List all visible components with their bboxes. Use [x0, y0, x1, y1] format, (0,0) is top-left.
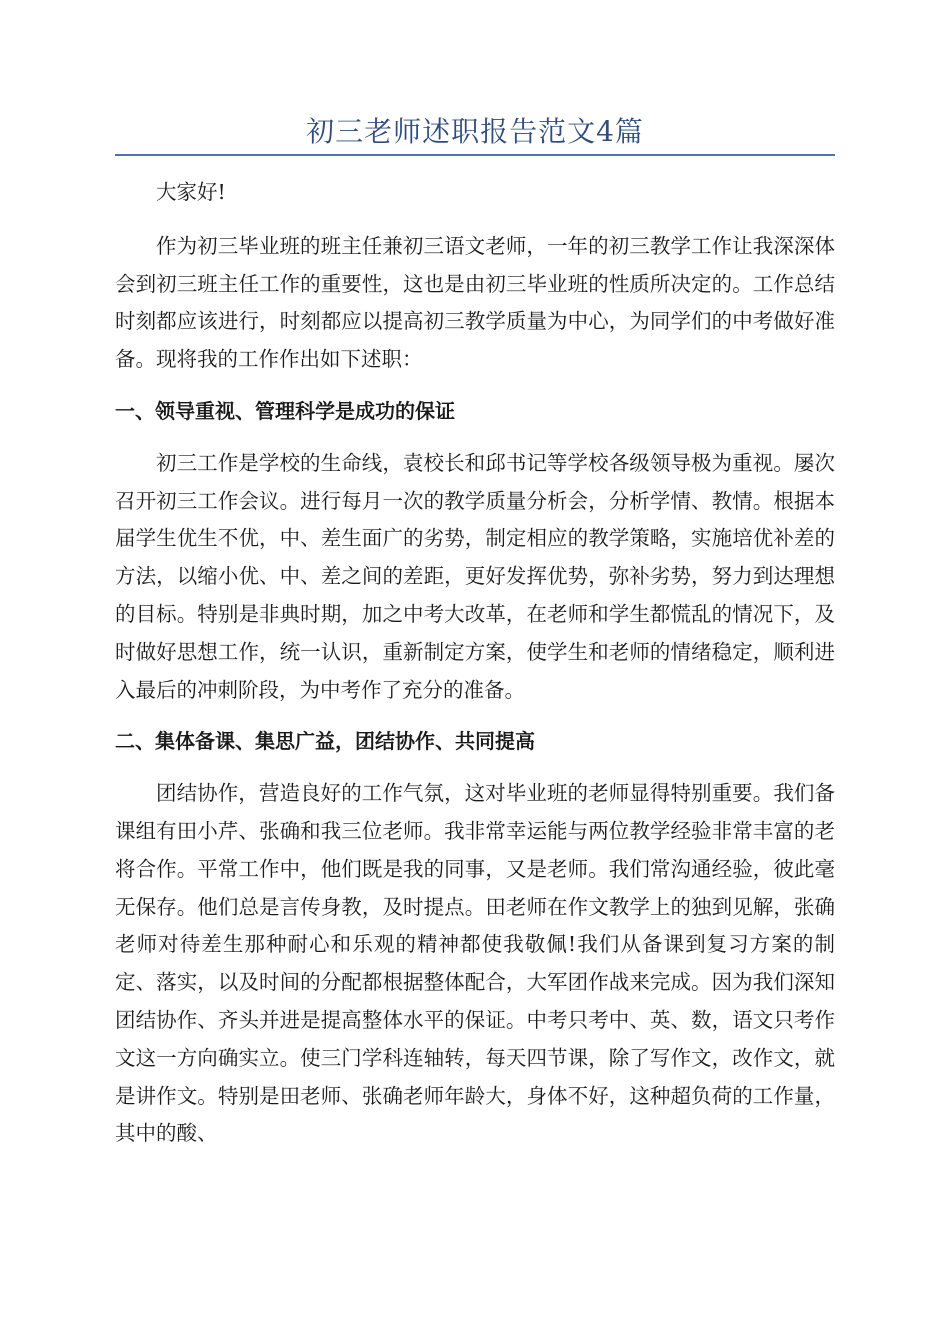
document-body	[115, 174, 835, 1167]
document-title: 初三老师述职报告范文4篇	[306, 115, 644, 148]
title-underline	[115, 154, 835, 156]
section-1-heading: 一、领导重视、管理科学是成功的保证	[115, 398, 455, 423]
section-1-paragraph: 初三工作是学校的生命线，袁校长和邱书记等学校各级领导极为重视。屡次召开初三工作会议。进行每月一次的教学质量分析会，分析学情、教情。根据本届学生优生不优，中、差生面广的劣势，制定相应的教学策略，实施培优补差的方法，以缩小优、中、差之间的差距，更好发挥优势，弥补劣势，努力到达理想的目标。特别是非典时期，加之中考大改革，在老师和学生都慌乱的情况下，及时做好思想工作，统一认识，重新制定方案，使学生和老师的情绪稳定，顺利进入最后的冲刺阶段，为中考作了充分的准备。	[115, 450, 835, 702]
section-2-paragraph: 团结协作，营造良好的工作气氛，这对毕业班的老师显得特别重要。我们备课组有田小芹、张确和我三位老师。我非常幸运能与两位教学经验非常丰富的老将合作。平常工作中，他们既是我的同事，又是老师。我们常沟通经验，彼此毫无保存。他们总是言传身教，及时提点。田老师在作文教学上的独到见解，张确老师对待差生那种耐心和乐观的精神都使我敬佩!我们从备课到复习方案的制定、落实，以及时间的分配都根据整体配合，大军团作战来完成。因为我们深知团结协作、齐头并进是提高整体水平的保证。中考只考中、英、数，语文只考作文这一方向确实立。使三门学科连轴转，每天四节课，除了写作文，改作文，就是讲作文。特别是田老师、张确老师年龄大，身体不好，这种超负荷的工作量，其中的酸、	[115, 781, 835, 1146]
greeting-paragraph: 大家好!	[156, 180, 226, 204]
section-2-heading: 二、集体备课、集思广益，团结协作、共同提高	[115, 729, 535, 754]
intro-paragraph: 作为初三毕业班的班主任兼初三语文老师，一年的初三教学工作让我深深体会到初三班主任工作的重要性，这也是由初三毕业班的性质所决定的。工作总结时刻都应该进行，时刻都应以提高初三教学质量为中心，为同学们的中考做好准备。现将我的工作作出如下述职：	[115, 233, 835, 372]
